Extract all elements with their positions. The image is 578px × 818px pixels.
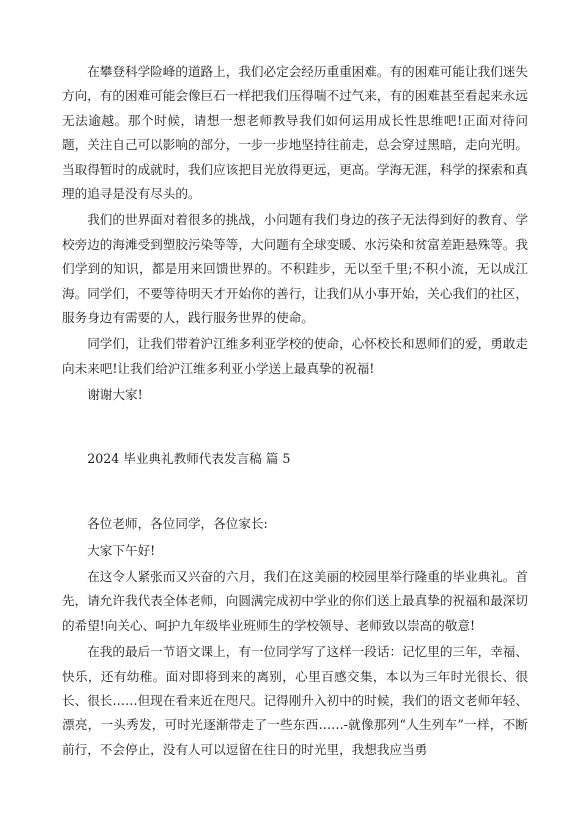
paragraph-last-lesson: 在我的最后一节语文课上，有一位同学写了这样一段话：记忆里的三年，幸福、快乐，还有幼稚。面对即将到来的离别，心里百感交集，本以为三年时光很长、很长、很长……但现在看来近在咫尺。记得刚升入初中的时候，我们的语文老师年轻、漂亮，一头秀发，可时光逐渐带走了一些东西……-就像那列“人生列车”一样，不断前行，不会停止，没有人可以逗留在往日的时光里，我想我应当勇 bbox=[62, 644, 528, 757]
greeting-line: 大家下午好! bbox=[87, 542, 156, 558]
section-heading: 2024 毕业典礼教师代表发言稿 篇 5 bbox=[87, 450, 291, 466]
salutation-line: 各位老师，各位同学，各位家长: bbox=[87, 516, 268, 532]
document-body bbox=[62, 60, 528, 764]
paragraph-world-challenges: 我们的世界面对着很多的挑战，小问题有我们身边的孩子无法得到好的教育、学校旁边的海滩受到塑胶污染等等，大问题有全球变暖、水污染和贫富差距悬殊等。我们学到的知识，都是用来回馈世界的。不积跬步，无以至千里;不积小流，无以成江海。同学们，不要等待明天才开始你的善行，让我们从小事开始，关心我们的社区，服务身边有需要的人，践行服务世界的使命。 bbox=[62, 212, 528, 326]
paragraph-mission: 同学们，让我们带着沪江维多利亚学校的使命，心怀校长和恩师们的爱，勇敢走向未来吧!让我们给沪江维多利亚小学送上最真挚的祝福! bbox=[62, 336, 528, 376]
paragraph-science: 在攀登科学险峰的道路上，我们必定会经历重重困难。有的困难可能让我们迷失方向，有的困难可能会像巨石一样把我们压得喘不过气来，有的困难甚至看起来永远无法逾越。那个时候，请想一想老师教导我们如何运用成长性思维吧!正面对待问题，关注自己可以影响的部分，一步一步地坚持往前走，总会穿过黑暗，走向光明。当取得暂时的成就时，我们应该把目光放得更远，更高。学海无涯，科学的探索和真理的追寻是没有尽头的。 bbox=[62, 64, 528, 202]
paragraph-ceremony: 在这令人紧张而又兴奋的六月，我们在这美丽的校园里举行隆重的毕业典礼。首先，请允许我代表全体老师，向圆满完成初中学业的你们送上最真挚的祝福和最深切的希望!向关心、呵护九年级毕业班师生的学校领导、老师致以崇高的敬意! bbox=[62, 568, 528, 633]
thanks-line: 谢谢大家! bbox=[87, 387, 143, 403]
